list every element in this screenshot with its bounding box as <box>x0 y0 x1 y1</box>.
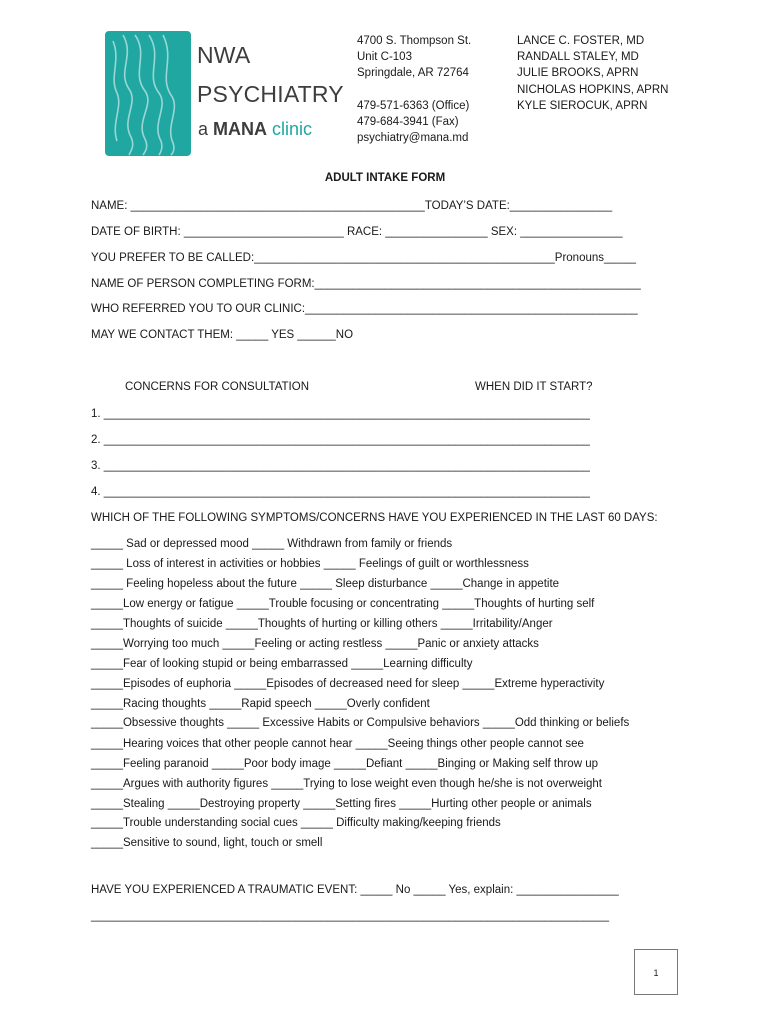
symptom-row[interactable]: _____Argues with authority figures _____Trying to lose weight even though he/she is not overweight <box>91 778 603 790</box>
symptom-row[interactable]: _____Racing thoughts _____Rapid speech _____Overly confident <box>91 698 430 710</box>
symptom-row[interactable]: _____Hearing voices that other people cannot hear _____Seeing things other people cannot see <box>91 738 584 750</box>
person-completing-field[interactable]: NAME OF PERSON COMPLETING FORM:___________________________________________________ <box>91 278 641 290</box>
fax-number: 479-684-3941 (Fax) <box>357 115 459 128</box>
logo-tagline-clinic: clinic <box>272 119 313 139</box>
symptom-row[interactable]: _____Obsessive thoughts _____ Excessive Habits or Compulsive behaviors _____Odd thinking or beliefs <box>91 717 630 729</box>
symptom-row[interactable]: _____Feeling paranoid _____Poor body image _____Defiant _____Binging or Making self throw up <box>91 758 598 770</box>
clinic-email: psychiatry@mana.md <box>357 132 469 145</box>
logo-text-psychiatry: PSYCHIATRY <box>197 81 344 107</box>
concern-line[interactable]: 2. ____________________________________________________________________________ <box>91 434 590 446</box>
symptom-row[interactable]: _____ Feeling hopeless about the future _____ Sleep disturbance _____Change in appetite <box>91 578 560 590</box>
staff-member: LANCE C. FOSTER, MD <box>517 35 645 47</box>
when-started-header: WHEN DID IT START? <box>475 381 593 393</box>
trauma-explain-line[interactable]: _________________________________________________________________________________ <box>91 910 610 922</box>
address-unit: Unit C-103 <box>357 51 412 64</box>
staff-list <box>517 33 668 114</box>
symptom-row[interactable]: _____Sensitive to sound, light, touch or smell <box>91 837 323 849</box>
logo-tagline-a: a <box>198 119 209 139</box>
address-street: 4700 S. Thompson St. <box>357 35 472 47</box>
symptom-row[interactable]: _____Low energy or fatigue _____Trouble focusing or concentrating _____Thoughts of hurting self <box>91 598 595 610</box>
logo-tagline-mana: MANA <box>213 119 268 139</box>
symptom-row[interactable]: _____ Sad or depressed mood _____ Withdrawn from family or friends <box>91 538 453 550</box>
concern-line[interactable]: 4. ____________________________________________________________________________ <box>91 486 590 498</box>
staff-member: NICHOLAS HOPKINS, APRN <box>517 83 669 96</box>
logo-tagline <box>198 120 312 138</box>
symptom-row[interactable]: _____Stealing _____Destroying property _____Setting fires _____Hurting other people or animals <box>91 798 592 810</box>
trauma-question[interactable]: HAVE YOU EXPERIENCED A TRAUMATIC EVENT: _____ No _____ Yes, explain: ________________ <box>91 884 619 896</box>
staff-member: RANDALL STALEY, MD <box>517 51 639 64</box>
symptoms-header: WHICH OF THE FOLLOWING SYMPTOMS/CONCERNS HAVE YOU EXPERIENCED IN THE LAST 60 DAYS: <box>91 512 658 524</box>
address-city: Springdale, AR 72764 <box>357 67 469 80</box>
concern-line[interactable]: 3. ____________________________________________________________________________ <box>91 460 590 472</box>
form-title: ADULT INTAKE FORM <box>324 172 446 184</box>
staff-member: KYLE SIEROCUK, APRN <box>517 99 648 112</box>
symptom-row[interactable]: _____Fear of looking stupid or being embarrassed _____Learning difficulty <box>91 658 473 670</box>
referred-by-field[interactable]: WHO REFERRED YOU TO OUR CLINIC:____________________________________________________ <box>91 303 638 315</box>
symptom-row[interactable]: _____ Loss of interest in activities or hobbies _____ Feelings of guilt or worthlessness <box>91 558 529 570</box>
symptom-row[interactable]: _____Thoughts of suicide _____Thoughts of hurting or killing others _____Irritability/Anger <box>91 618 553 630</box>
logo-text-nwa: NWA <box>197 42 251 68</box>
staff-member: JULIE BROOKS, APRN <box>517 67 639 80</box>
concerns-header: CONCERNS FOR CONSULTATION <box>125 381 310 393</box>
office-phone: 479-571-6363 (Office) <box>357 99 470 112</box>
clinic-address <box>357 33 471 146</box>
clinic-logo <box>105 31 344 157</box>
symptom-row[interactable]: _____Episodes of euphoria _____Episodes of decreased need for sleep _____Extreme hyperactivity <box>91 678 605 690</box>
dob-race-sex-field[interactable]: DATE OF BIRTH: _________________________ RACE: ________________ SEX: ________________ <box>91 226 623 238</box>
preferred-name-field[interactable]: YOU PREFER TO BE CALLED:_______________________________________________Pronouns_____ <box>91 252 636 264</box>
symptom-row[interactable]: _____Trouble understanding social cues _____ Difficulty making/keeping friends <box>91 817 501 829</box>
head-profiles-icon <box>105 31 191 156</box>
concern-line[interactable]: 1. ____________________________________________________________________________ <box>91 408 590 420</box>
symptom-row[interactable]: _____Worrying too much _____Feeling or acting restless _____Panic or anxiety attacks <box>91 638 539 650</box>
may-contact-field[interactable]: MAY WE CONTACT THEM: _____ YES ______NO <box>91 329 354 341</box>
page-number-box <box>634 949 678 995</box>
page-number: 1 <box>653 968 659 978</box>
name-date-field[interactable]: NAME: ______________________________________________TODAY’S DATE:________________ <box>91 200 613 212</box>
